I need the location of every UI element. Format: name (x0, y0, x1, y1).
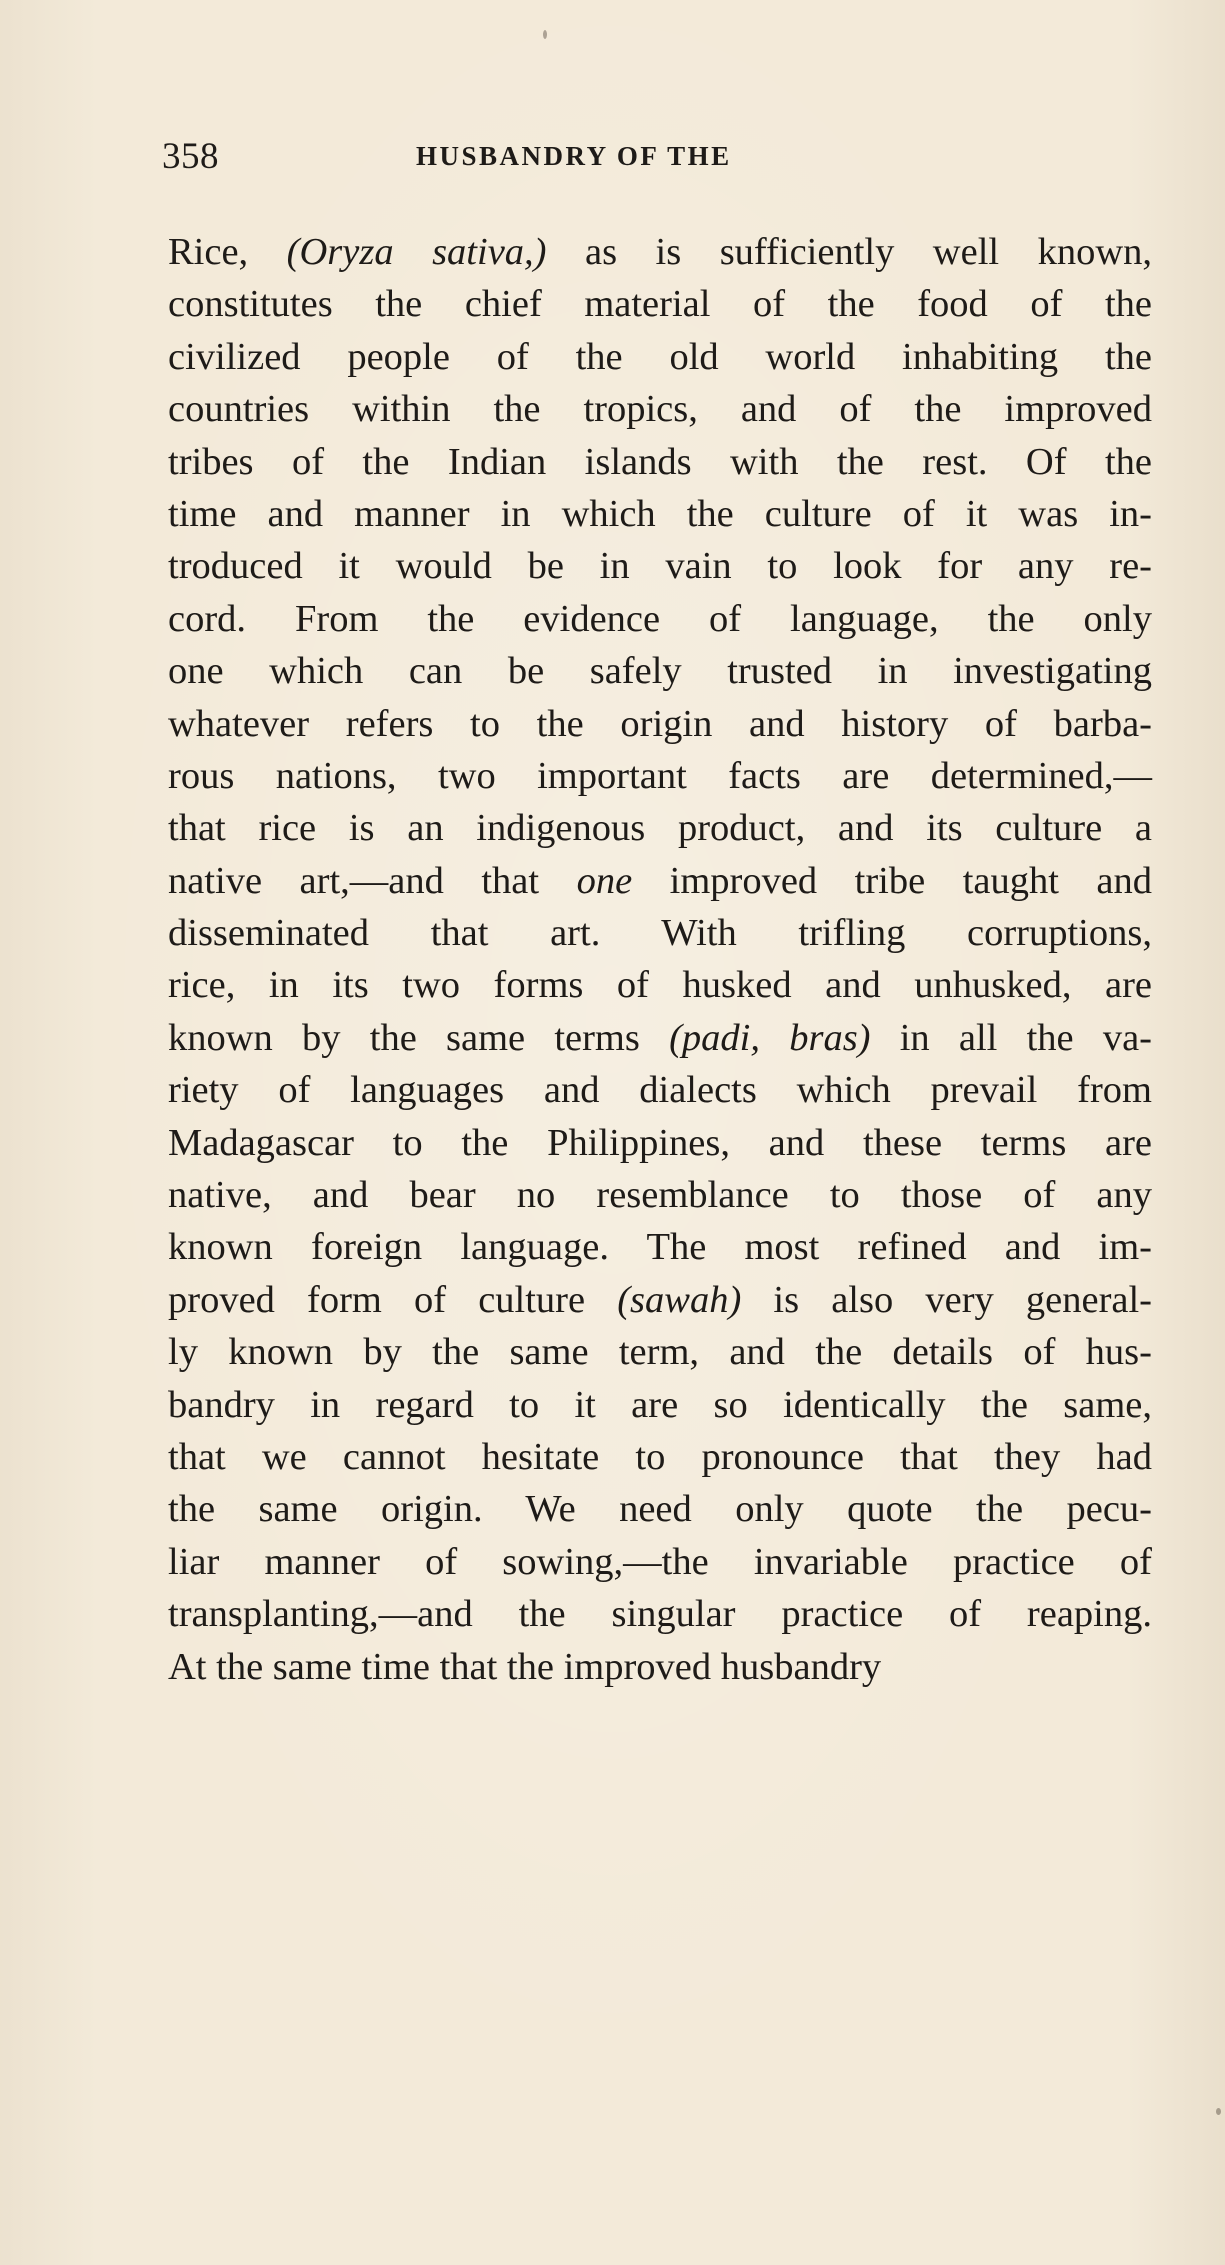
text-run: disseminated that art. With trifling corruptions, (168, 912, 1152, 955)
text-run: tribes of the Indian islands with the rest. Of the (168, 440, 1152, 483)
text-line (168, 1117, 1152, 1169)
text-run: cord. From the evidence of language, the only (168, 597, 1152, 640)
text-run: At the same time that the improved husbandry (168, 1645, 882, 1688)
text-run: whatever refers to the origin and history of barba- (168, 702, 1152, 745)
text-run: native art,—and that (168, 859, 577, 902)
text-run: time and manner in which the culture of it was in- (168, 492, 1152, 535)
text-line (168, 1012, 1152, 1064)
text-run: that we cannot hesitate to pronounce that they had (168, 1435, 1152, 1478)
text-line (168, 1064, 1152, 1116)
text-run: riety of languages and dialects which prevail from (168, 1069, 1152, 1112)
text-line (168, 331, 1152, 383)
text-line (168, 1379, 1152, 1431)
text-line (168, 1641, 1152, 1693)
text-run: the same origin. We need only quote the pecu- (168, 1488, 1152, 1531)
italic-term: one (576, 859, 633, 902)
text-line (168, 907, 1152, 959)
text-run: rous nations, two important facts are determined,— (168, 754, 1152, 797)
text-line (168, 226, 1152, 278)
text-line (168, 488, 1152, 540)
text-run: bandry in regard to it are so identically the same, (168, 1383, 1152, 1426)
text-run: constitutes the chief material of the food of the (168, 283, 1152, 326)
text-run: one which can be safely trusted in investigating (168, 650, 1152, 693)
page-header (0, 135, 1225, 185)
ink-speck (543, 30, 547, 39)
italic-term: (sawah) (617, 1278, 742, 1321)
text-line (168, 1588, 1152, 1640)
text-line (168, 698, 1152, 750)
text-run: native, and bear no resemblance to those of any (168, 1174, 1152, 1217)
text-run: ly known by the same term, and the details of hus- (168, 1331, 1152, 1374)
text-run: known foreign language. The most refined and im- (168, 1226, 1152, 1269)
text-line (168, 1274, 1152, 1326)
text-run: troduced it would be in vain to look for any re- (168, 545, 1152, 588)
text-line (168, 436, 1152, 488)
text-line (168, 802, 1152, 854)
text-run: improved tribe taught and (632, 859, 1152, 902)
italic-term: (Oryza sativa,) (286, 231, 547, 273)
ink-speck (1216, 2108, 1221, 2115)
italic-term: (padi, bras) (669, 1016, 871, 1059)
text-run: in all the va- (870, 1016, 1153, 1059)
text-run: as is sufficiently well known, (546, 231, 1153, 273)
text-line (168, 959, 1152, 1011)
text-run: civilized people of the old world inhabiting the (168, 335, 1152, 378)
text-line (168, 1536, 1152, 1588)
page-number: 358 (162, 136, 219, 177)
text-run: liar manner of sowing,—the invariable practice of (168, 1540, 1152, 1583)
body-paragraph (168, 226, 1152, 1693)
text-line (168, 383, 1152, 435)
text-line (168, 1326, 1152, 1378)
text-line (168, 1431, 1152, 1483)
text-line (168, 855, 1152, 907)
text-line (168, 1169, 1152, 1221)
text-line (168, 645, 1152, 697)
text-run: is also very general- (741, 1278, 1152, 1321)
text-run: that rice is an indigenous product, and its culture a (168, 807, 1152, 850)
text-line (168, 750, 1152, 802)
text-run: countries within the tropics, and of the improved (168, 388, 1152, 431)
text-run: Rice, (168, 231, 287, 273)
text-line (168, 540, 1152, 592)
text-line (168, 278, 1152, 330)
text-line (168, 1221, 1152, 1273)
text-run: transplanting,—and the singular practice of reaping. (168, 1593, 1152, 1636)
text-run: rice, in its two forms of husked and unhusked, are (168, 964, 1152, 1007)
running-head: HUSBANDRY OF THE (416, 141, 732, 171)
text-run: Madagascar to the Philippines, and these terms are (168, 1121, 1152, 1164)
text-line (168, 1483, 1152, 1535)
text-run: known by the same terms (168, 1016, 670, 1059)
text-line (168, 593, 1152, 645)
text-run: proved form of culture (168, 1278, 618, 1321)
